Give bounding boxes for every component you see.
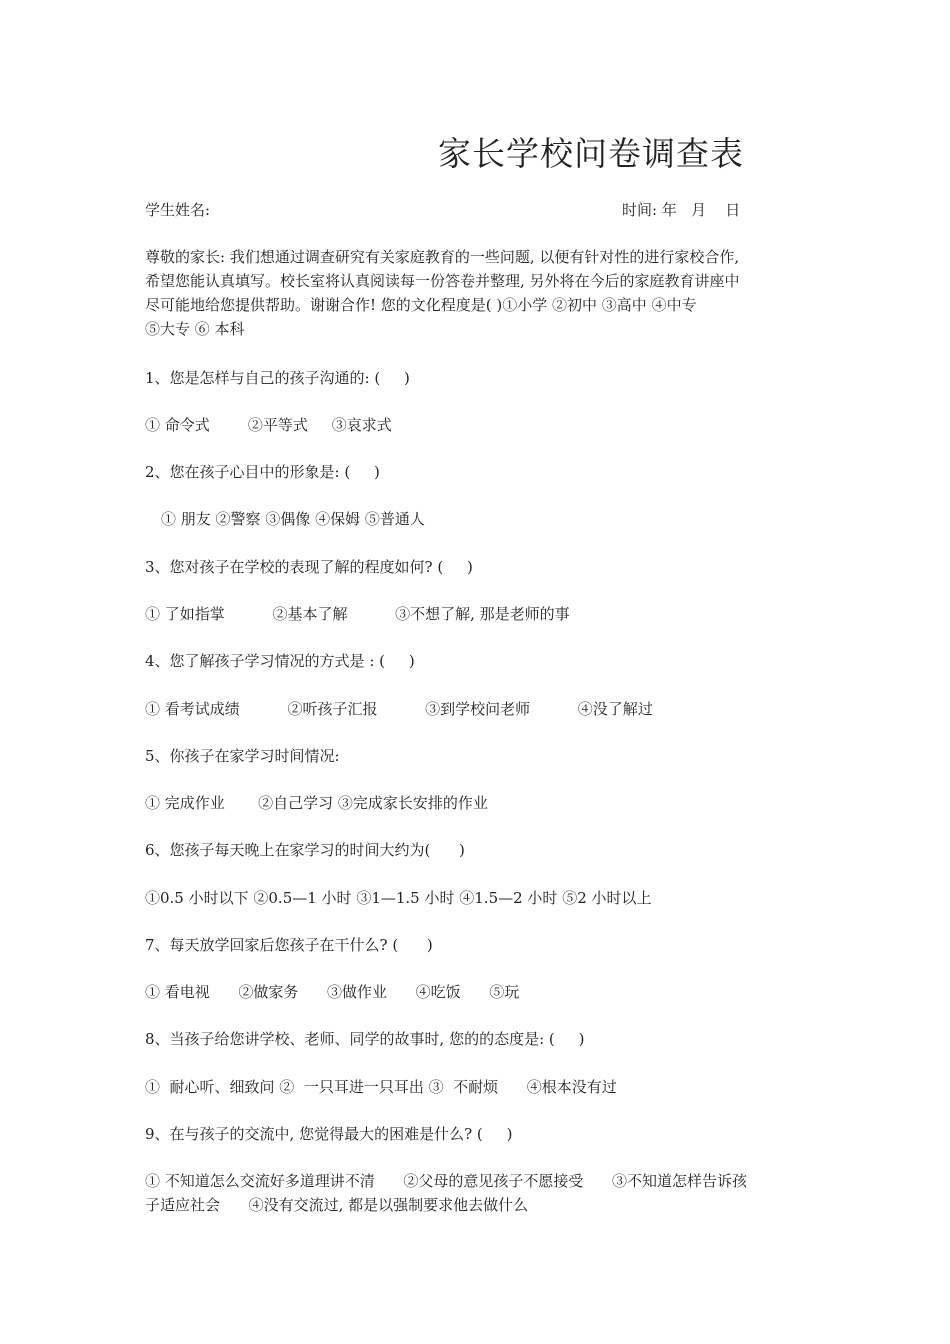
intro-line: 尊敬的家长: 我们想通过调查研究有关家庭教育的一些问题, 以便有针对性的进行家校合作, <box>145 248 740 266</box>
intro-paragraph <box>145 245 825 341</box>
question-9-options <box>145 1169 747 1217</box>
intro-line: ⑤大专 ⑥ 本科 <box>145 320 245 338</box>
question-4: 4、您了解孩子学习情况的方式是 : ( ) <box>145 652 415 670</box>
question-3: 3、您对孩子在学校的表现了解的程度如何? ( ) <box>145 558 473 576</box>
question-6: 6、您孩子每天晚上在家学习的时间大约为( ) <box>145 841 465 859</box>
question-7-options: ① 看电视 ②做家务 ③做作业 ④吃饭 ⑤玩 <box>145 983 520 1001</box>
intro-line: 尽可能地给您提供帮助。谢谢合作! 您的文化程度是( )①小学 ②初中 ③高中 ④中专 <box>145 296 697 314</box>
question-9: 9、在与孩子的交流中, 您觉得最大的困难是什么? ( ) <box>145 1125 513 1143</box>
question-2-options: ① 朋友 ②警察 ③偶像 ④保姆 ⑤普通人 <box>161 510 425 528</box>
question-9-options-line: 子适应社会 ④没有交流过, 都是以强制要求他去做什么 <box>145 1196 529 1214</box>
question-3-options: ① 了如指掌 ②基本了解 ③不想了解, 那是老师的事 <box>145 605 570 623</box>
intro-line: 希望您能认真填写。校长室将认真阅读每一份答卷并整理, 另外将在今后的家庭教育讲座中 <box>145 272 740 290</box>
question-1-options: ① 命令式 ②平等式 ③哀求式 <box>145 416 392 434</box>
question-4-options: ① 看考试成绩 ②听孩子汇报 ③到学校问老师 ④没了解过 <box>145 700 653 718</box>
question-5-options: ① 完成作业 ②自己学习 ③完成家长安排的作业 <box>145 794 488 812</box>
question-7: 7、每天放学回家后您孩子在干什么? ( ) <box>145 936 433 954</box>
student-name-label: 学生姓名: <box>145 201 211 219</box>
question-1: 1、您是怎样与自己的孩子沟通的: ( ) <box>145 369 410 387</box>
page-title: 家长学校问卷调查表 <box>438 134 744 173</box>
question-8: 8、当孩子给您讲学校、老师、同学的故事时, 您的的态度是: ( ) <box>145 1030 585 1048</box>
question-8-options: ① 耐心听、细致问 ② 一只耳进一只耳出 ③ 不耐烦 ④根本没有过 <box>145 1078 617 1096</box>
date-label: 时间: 年 月 日 <box>622 201 741 219</box>
question-5: 5、你孩子在家学习时间情况: <box>145 747 340 765</box>
question-9-options-line: ① 不知道怎么交流好多道理讲不清 ②父母的意见孩子不愿接受 ③不知道怎样告诉孩 <box>145 1172 747 1190</box>
question-6-options: ①0.5 小时以下 ②0.5—1 小时 ③1—1.5 小时 ④1.5—2 小时 ⑤2 小时以上 <box>145 889 652 907</box>
question-2: 2、您在孩子心目中的形象是: ( ) <box>145 463 380 481</box>
